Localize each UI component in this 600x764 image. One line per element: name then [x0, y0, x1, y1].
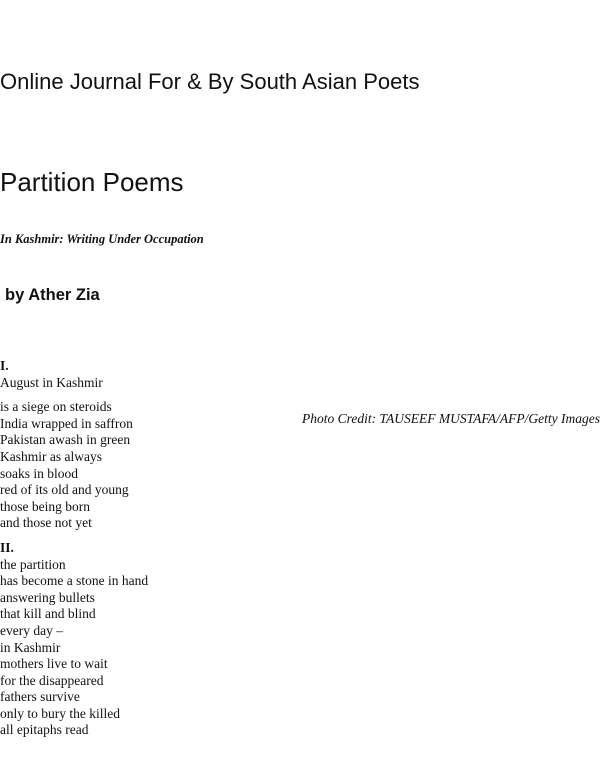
photo-credit: Photo Credit: TAUSEEF MUSTAFA/AFP/Getty Images [302, 411, 600, 426]
poem-line: soaks in blood [0, 465, 79, 481]
poem-line: those being born [0, 498, 90, 514]
poem-line: and those not yet [0, 515, 92, 531]
poem-subtitle: In Kashmir: Writing Under Occupation [0, 232, 204, 246]
author-byline: by Ather Zia [5, 286, 100, 304]
stanza-gap [0, 391, 148, 399]
poem-line: Kashmir as always [0, 448, 102, 464]
section-gap [0, 532, 148, 540]
poem-line: fathers survive [0, 689, 80, 705]
poem-body [0, 358, 148, 739]
poem-line: in Kashmir [0, 639, 61, 655]
poem-line: Pakistan awash in green [0, 432, 131, 448]
poem-line: all epitaphs read [0, 722, 89, 738]
page-title: Partition Poems [0, 167, 184, 197]
poem-line: mothers live to wait [0, 656, 108, 672]
section-numeral-2: II. [0, 539, 14, 555]
poem-line: only to bury the killed [0, 705, 120, 721]
section-numeral-1: I. [0, 358, 9, 373]
section-heading-line: August in Kashmir [0, 374, 103, 390]
poem-line: that kill and blind [0, 606, 96, 622]
poem-line: for the disappeared [0, 672, 104, 688]
poem-line: is a siege on steroids [0, 399, 112, 415]
site-tagline: Online Journal For & By South Asian Poets [0, 69, 420, 94]
poem-line: India wrapped in saffron [0, 415, 133, 431]
poem-line: the partition [0, 556, 66, 572]
poem-line: every day – [0, 622, 63, 638]
poem-line: has become a stone in hand [0, 573, 149, 589]
poem-line: answering bullets [0, 589, 95, 605]
poem-line: red of its old and young [0, 482, 129, 498]
